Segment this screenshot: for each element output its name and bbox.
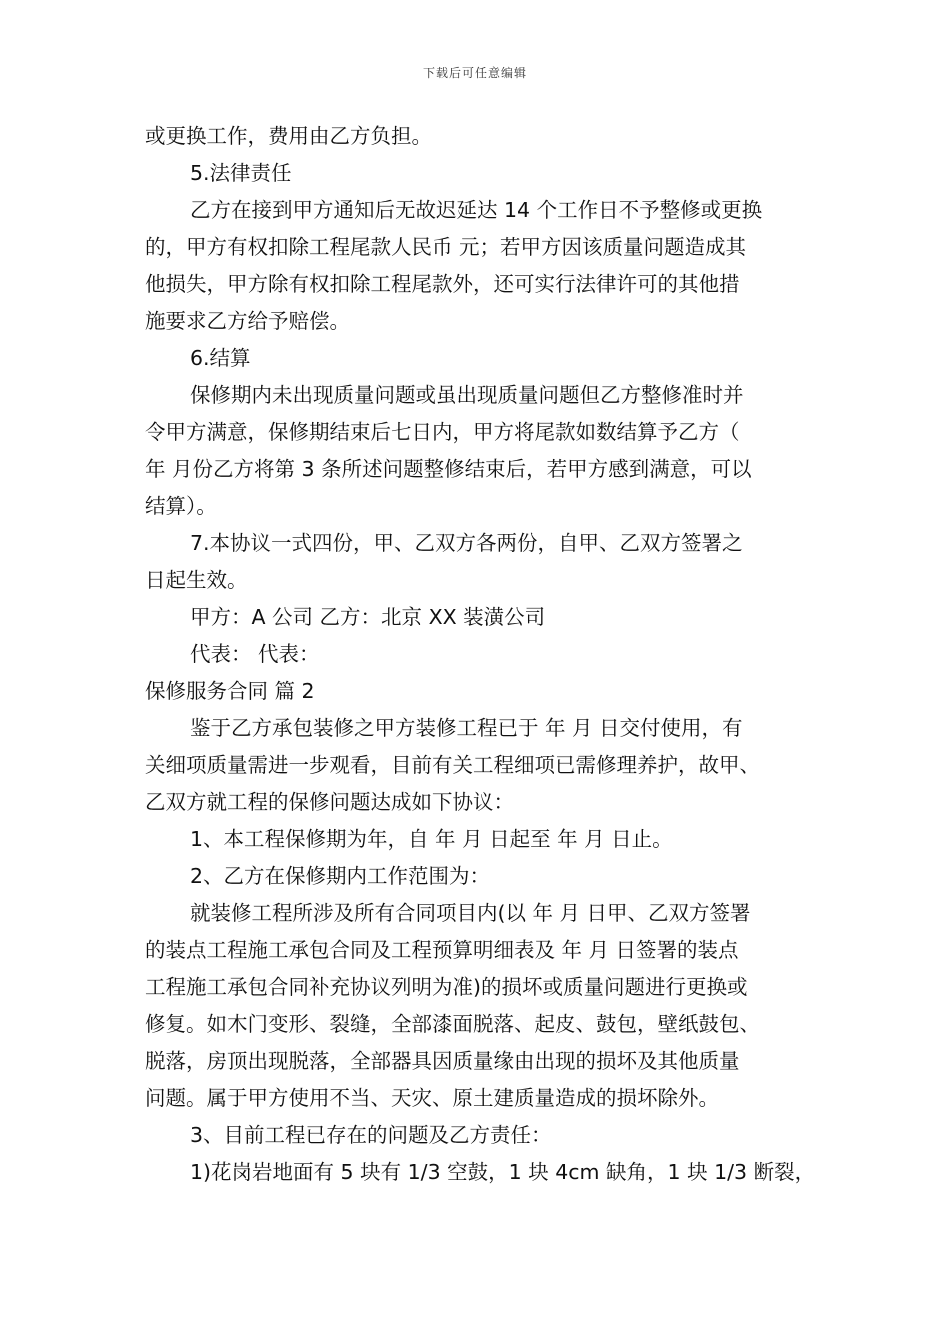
- text-line: 保修服务合同 篇 2: [145, 679, 315, 703]
- document-body: [145, 118, 816, 1191]
- text-line: 3、目前工程已存在的问题及乙方责任：: [190, 1123, 552, 1147]
- text-line: 乙双方就工程的保修问题达成如下协议：: [145, 790, 514, 814]
- text-line: 7.本协议一式四份，甲、乙双方各两份，自甲、乙双方签署之: [190, 531, 743, 555]
- text-line: 保修期内未出现质量问题或虽出现质量问题但乙方整修准时并: [190, 383, 744, 407]
- text-line: 5.法律责任: [190, 161, 292, 185]
- text-line: 2、乙方在保修期内工作范围为：: [190, 864, 491, 888]
- text-line: 或更换工作，费用由乙方负担。: [145, 124, 432, 148]
- text-line: 工程施工承包合同补充协议列明为准)的损坏或质量问题进行更换或: [145, 975, 748, 999]
- text-line: 问题。属于甲方使用不当、天灾、原土建质量造成的损坏除外。: [145, 1086, 719, 1110]
- text-line: 甲方：A 公司 乙方：北京 XX 装潢公司: [190, 605, 546, 629]
- text-line: 施要求乙方给予赔偿。: [145, 309, 350, 333]
- text-line: 年 月份乙方将第 3 条所述问题整修结束后，若甲方感到满意，可以: [145, 457, 752, 481]
- text-line: 关细项质量需进一步观看，目前有关工程细项已需修理养护，故甲、: [145, 753, 760, 777]
- text-line: 脱落，房顶出现脱落，全部器具因质量缘由出现的损坏及其他质量: [145, 1049, 740, 1073]
- text-line: 代表： 代表：: [190, 642, 320, 666]
- text-line: 修复。如木门变形、裂缝，全部漆面脱落、起皮、鼓包，壁纸鼓包、: [145, 1012, 760, 1036]
- page-header: 下载后可任意编辑: [422, 66, 527, 80]
- text-line: 1、本工程保修期为年，自 年 月 日起至 年 月 日止。: [190, 827, 673, 851]
- text-line: 6.结算: [190, 346, 251, 370]
- text-line: 鉴于乙方承包装修之甲方装修工程已于 年 月 日交付使用，有: [190, 716, 743, 740]
- text-line: 令甲方满意，保修期结束后七日内，甲方将尾款如数结算予乙方（: [145, 420, 740, 444]
- text-line: 的，甲方有权扣除工程尾款人民币 元；若甲方因该质量问题造成其: [145, 235, 747, 259]
- text-line: 就装修工程所涉及所有合同项目内(以 年 月 日甲、乙双方签署: [190, 901, 751, 925]
- text-line: 的装点工程施工承包合同及工程预算明细表及 年 月 日签署的装点: [145, 938, 739, 962]
- text-line: 结算）。: [145, 494, 217, 518]
- text-line: 日起生效。: [145, 568, 248, 592]
- text-line: 乙方在接到甲方通知后无故迟延达 14 个工作日不予整修或更换: [190, 198, 763, 222]
- text-line: 1)花岗岩地面有 5 块有 1/3 空鼓，1 块 4cm 缺角，1 块 1/3 断裂，: [190, 1160, 816, 1184]
- text-line: 他损失，甲方除有权扣除工程尾款外，还可实行法律许可的其他措: [145, 272, 740, 296]
